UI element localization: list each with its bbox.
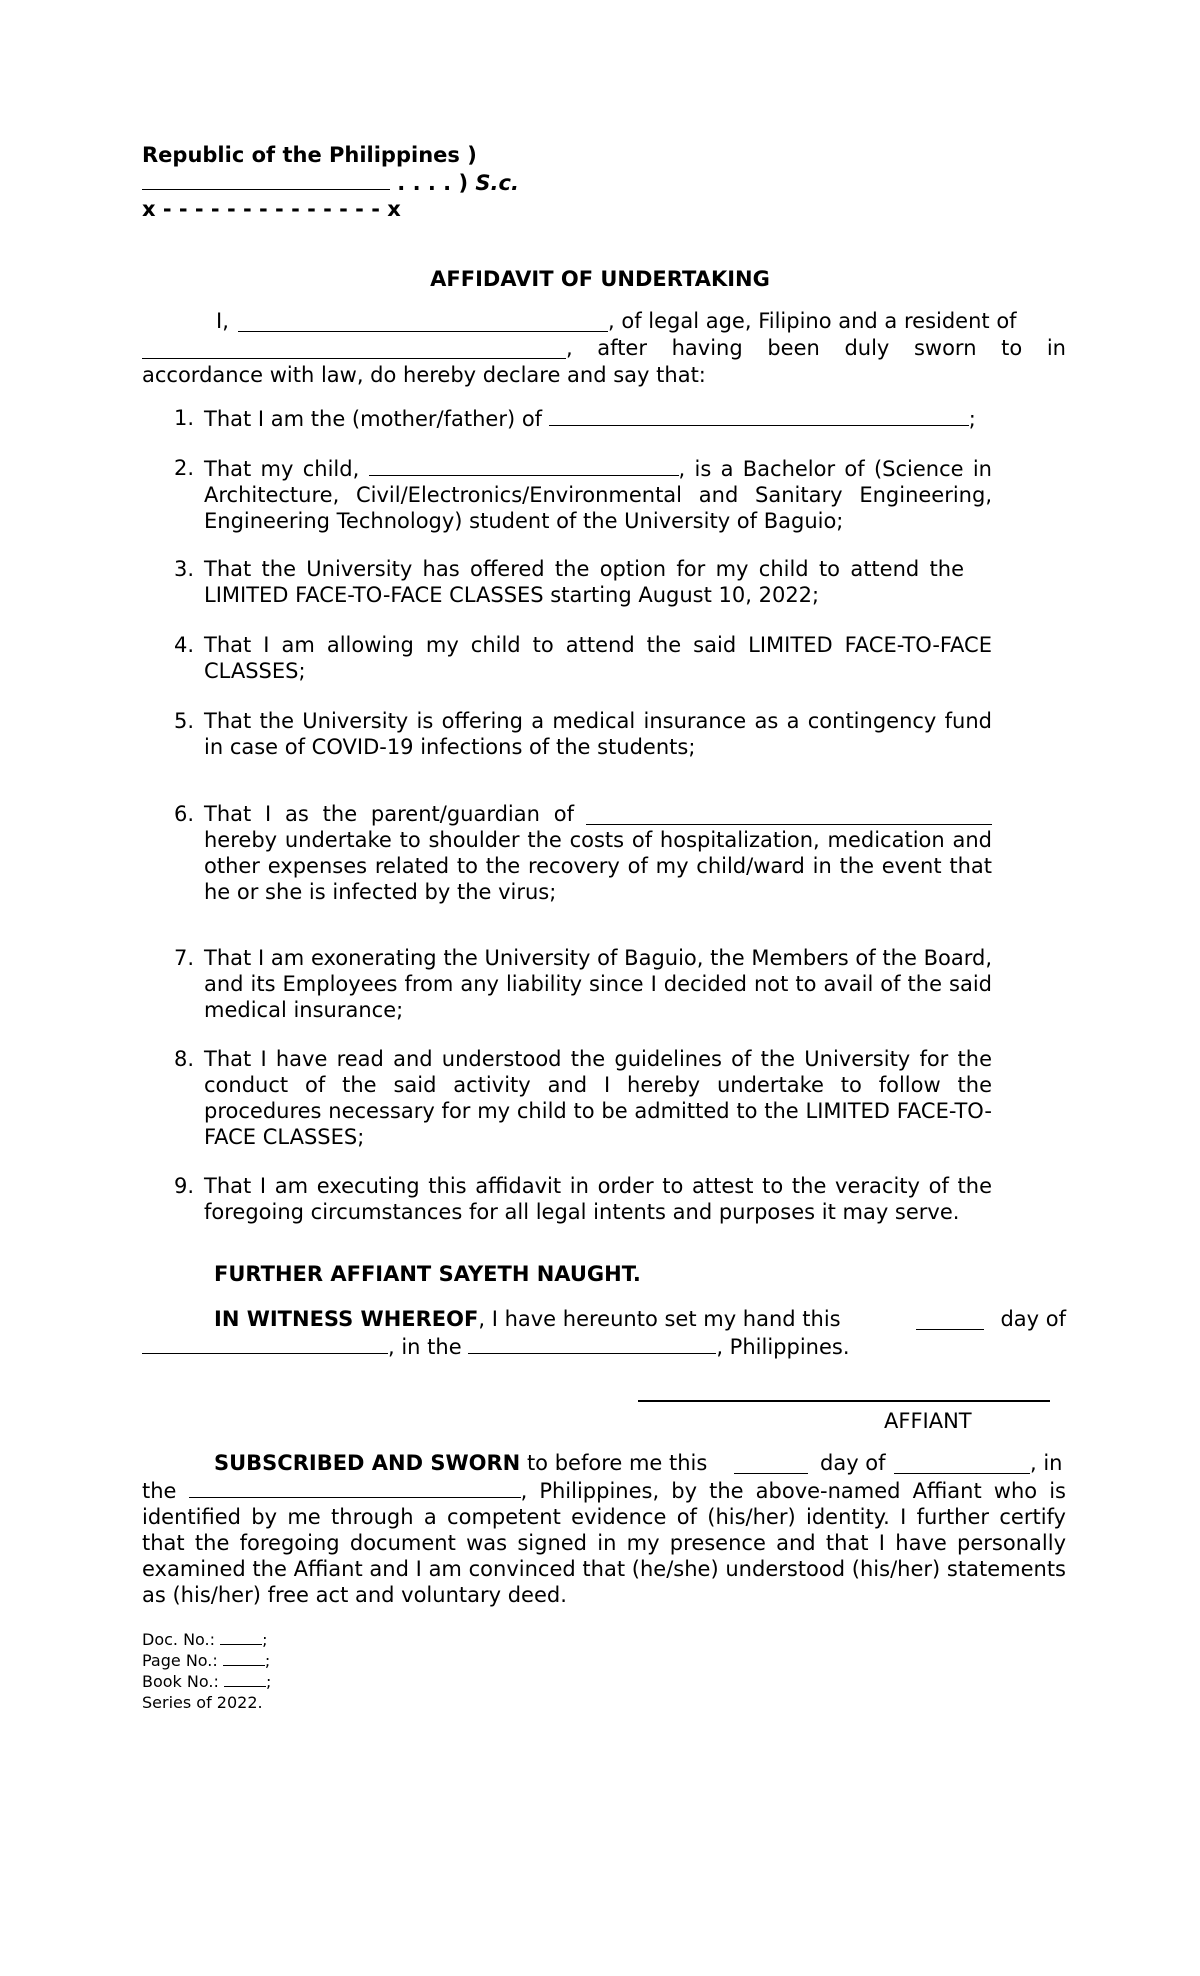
notarial-book-no: Book No.: ;	[142, 1672, 272, 1691]
jurat-month-blank	[894, 1453, 1030, 1474]
doc-no-blank	[220, 1630, 262, 1645]
venue-blank	[142, 169, 390, 190]
ward-name-blank	[586, 804, 992, 825]
caption-republic: Republic of the Philippines )	[142, 143, 477, 167]
affiant-signature-line	[638, 1400, 1050, 1402]
affiant-name-blank	[238, 311, 608, 332]
notarial-page-no: Page No.: ;	[142, 1651, 271, 1670]
parent-of-blank	[549, 405, 969, 426]
jurat-line-1: SUBSCRIBED AND SWORN to before me this day of , in	[214, 1451, 1063, 1475]
caption-venue-line: . . . . ) S.c.	[142, 169, 519, 196]
witness-line-1: IN WITNESS WHEREOF, I have hereunto set my hand this day of	[214, 1307, 1066, 1331]
witness-place-blank	[468, 1333, 716, 1354]
witness-day-blank	[916, 1309, 984, 1330]
intro-line-3: accordance with law, do hereby declare and say that:	[142, 363, 706, 387]
affiant-label: AFFIANT	[884, 1409, 972, 1433]
residence-blank	[142, 338, 566, 359]
jurat-body: the , Philippines, by the above-named Affiant who is identified by me through a competent evidence of (his/her) identity. I further certify that the foregoing document was signed in my presence and that I have personally examined the Affiant and I am convinced that (he/she) understood (his/her) statements as (his/her) free act and voluntary deed.	[142, 1479, 1066, 1607]
document-title: AFFIDAVIT OF UNDERTAKING	[430, 267, 770, 291]
affidavit-page: Republic of the Philippines ) . . . . ) S.c. x - - - - - - - - - - - - - - x AFFIDAVIT OF UNDERTAKING I, , of legal age, Filipino and a resident of , after having been duly sworn to in accordance with law, do hereby declare and say that: 1. That I am the (mother/father) of ; 2. That my child, , is a Bachelor of (Science in Architecture, Civil/Electronics/Environmental and Sanitary Engineering, Engineering Technology) student of the University of Baguio; 3. That the University has offered the option for my child to attend the LIMITED FACE-TO-FACE CLASSES starting August 10, 2022; 4. That I am allowing my child to attend the said LIMITED FACE-TO-FACE CLASSES; 5. That the University is offering a medical insurance as a contingency fund in case of COVID-19 infections of the students; 6. That I as the parent/guardian of hereby undertake to shoulder the costs of hospitalization, medication and other expenses related to the recovery of my child/ward in the event that he or she is infected by the virus; 7. That I am exonerating the University of Baguio, the Members of the Board, and its Employees from any liability since I decided not to avail of the said medical insurance; 8. That I have read and understood the guidelines of the University for the conduct of the said activity and I hereby undertake to follow the procedures necessary for my child to be admitted to the LIMITED FACE-TO-FACE CLASSES; 9. That I am executing this affidavit in order to attest to the veracity of the foregoing circumstances for all legal intents and purposes it may serve. FURTHER AFFIANT SAYETH NAUGHT. IN WITNESS WHEREOF, I have hereunto set my hand this day of , in the , Philippines. AFFIANT SUBSCRIBED AND SWORN to before me this day of , in the , Philippines, by the above-named Affiant who is identified by me through a competent evidence of (his/her) identity. I further certify that the foregoing document was signed in my presence and that I have personally examined the Affiant and I am convinced that (he/she) understood (his/her) statements as (his/her) free act and voluntary deed. Doc. No.: ; Page No.: ; Book No.: ; Series of 2022.	[0, 0, 1200, 1976]
further-affiant-heading: FURTHER AFFIANT SAYETH NAUGHT.	[214, 1262, 641, 1286]
child-name-blank	[369, 455, 679, 476]
page-no-blank	[223, 1651, 265, 1666]
notarial-series: Series of 2022.	[142, 1693, 263, 1712]
notarial-doc-no: Doc. No.: ;	[142, 1630, 268, 1649]
intro-line-2: , after having been duly sworn to in	[142, 335, 1066, 361]
witness-line-2: , in the , Philippines.	[142, 1333, 1066, 1360]
jurat-day-blank	[734, 1453, 808, 1474]
witness-month-blank	[142, 1333, 388, 1354]
jurat-place-blank	[189, 1477, 521, 1498]
caption-x-line: x - - - - - - - - - - - - - - x	[142, 197, 401, 221]
intro-line-1: I, , of legal age, Filipino and a resident of	[216, 309, 1017, 333]
book-no-blank	[224, 1672, 266, 1687]
